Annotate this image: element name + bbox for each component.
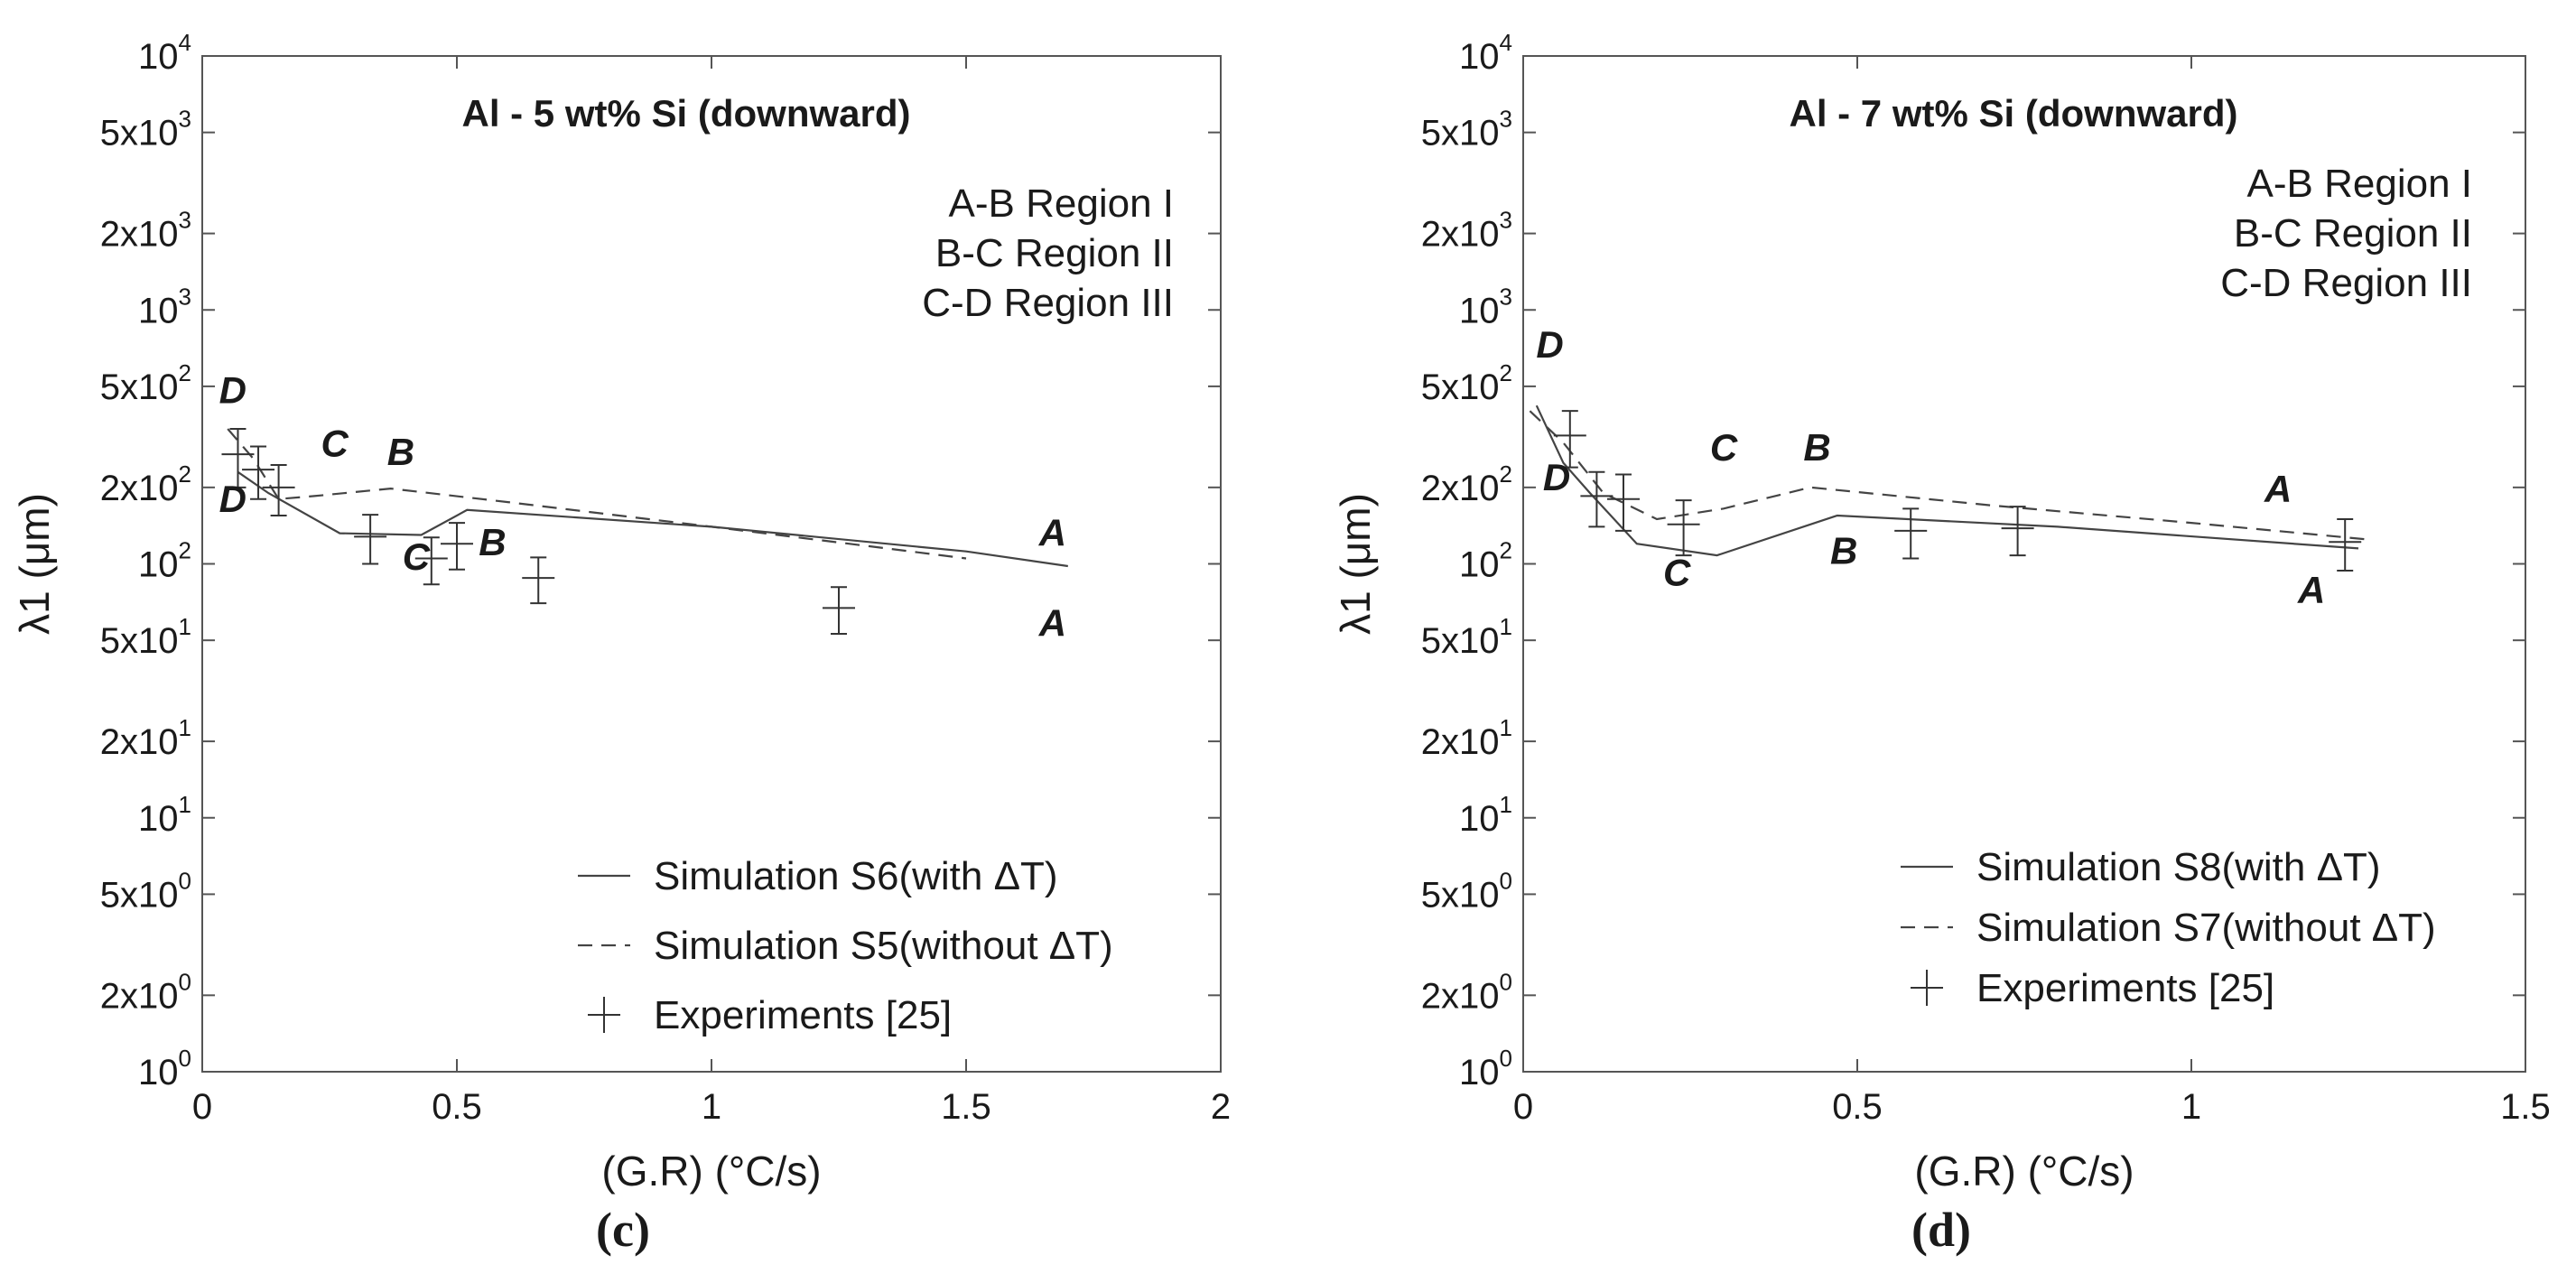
experiment-point xyxy=(1894,508,1927,558)
y-tick-exponent: 0 xyxy=(1499,1045,1512,1072)
y-tick-mantissa: 2x10 xyxy=(99,976,179,1017)
x-tick-label: 1 xyxy=(701,1087,722,1127)
y-tick-mantissa: 2x10 xyxy=(1420,214,1500,255)
series-line-with-dT xyxy=(238,472,1068,566)
y-tick-label xyxy=(1421,359,1512,407)
y-tick-exponent: 4 xyxy=(178,29,191,56)
y-tick-exponent: 0 xyxy=(1499,867,1512,895)
y-tick-label xyxy=(1421,460,1512,508)
region-label: C-D Region III xyxy=(922,281,1174,325)
point-label-d: D xyxy=(219,368,247,412)
series-line-with-dT xyxy=(1537,405,2358,555)
region-label: A-B Region I xyxy=(2246,162,2472,206)
y-axis-title: λ1 (μm) xyxy=(11,493,58,635)
y-tick-label xyxy=(100,968,191,1016)
y-tick-mantissa: 10 xyxy=(1459,798,1500,839)
chart-title: Al - 7 wt% Si (downward) xyxy=(1789,92,2238,135)
y-tick-exponent: 3 xyxy=(1499,105,1512,133)
y-tick-exponent: 1 xyxy=(178,714,191,742)
y-tick-label xyxy=(100,106,191,153)
y-tick-mantissa: 10 xyxy=(138,1053,179,1092)
x-tick-label: 1.5 xyxy=(2500,1087,2551,1127)
point-label-c: C xyxy=(402,535,431,578)
y-tick-label xyxy=(100,613,191,661)
y-tick-label xyxy=(1459,791,1512,839)
region-label: C-D Region III xyxy=(2220,261,2472,305)
x-tick-label: 1.5 xyxy=(941,1087,991,1127)
x-tick-label: 1 xyxy=(2181,1087,2202,1127)
y-tick-mantissa: 10 xyxy=(1459,37,1500,77)
y-tick-mantissa: 10 xyxy=(138,291,179,331)
y-tick-mantissa: 2x10 xyxy=(1420,976,1500,1017)
legend-entry xyxy=(1901,845,2381,889)
y-tick-label xyxy=(1421,106,1512,153)
y-tick-mantissa: 2x10 xyxy=(99,214,179,255)
y-tick-label xyxy=(1421,867,1512,915)
point-label-c: C xyxy=(1663,551,1691,594)
legend-label: Simulation S5(without ΔT) xyxy=(654,924,1113,968)
point-label-d: D xyxy=(219,478,247,521)
y-tick-label xyxy=(138,1045,191,1092)
legend-label: Experiments [25] xyxy=(654,993,953,1037)
y-tick-mantissa: 5x10 xyxy=(99,875,179,916)
y-tick-exponent: 2 xyxy=(1499,358,1512,386)
legend-entry xyxy=(1911,966,2274,1010)
y-tick-label xyxy=(1421,714,1512,762)
point-label-b: B xyxy=(479,521,507,564)
y-tick-label xyxy=(100,207,191,255)
y-tick-mantissa: 10 xyxy=(1459,1053,1500,1092)
y-tick-mantissa: 2x10 xyxy=(99,468,179,508)
y-tick-exponent: 2 xyxy=(1499,460,1512,488)
legend-label: Experiments [25] xyxy=(1976,966,2275,1010)
y-tick-label xyxy=(100,359,191,407)
y-tick-exponent: 1 xyxy=(178,613,191,641)
experiment-point xyxy=(263,465,295,516)
experiment-point xyxy=(441,523,473,570)
x-axis-title: (G.R) (°C/s) xyxy=(1914,1148,2134,1195)
y-tick-exponent: 3 xyxy=(178,206,191,234)
y-tick-exponent: 3 xyxy=(178,283,191,311)
y-tick-mantissa: 10 xyxy=(138,544,179,585)
y-tick-label xyxy=(1421,207,1512,255)
x-tick-label: 2 xyxy=(1210,1087,1232,1127)
y-tick-mantissa: 5x10 xyxy=(1420,621,1500,662)
y-tick-exponent: 0 xyxy=(178,968,191,996)
y-tick-exponent: 2 xyxy=(178,536,191,564)
y-tick-mantissa: 10 xyxy=(138,798,179,839)
point-label-b: B xyxy=(1830,529,1858,572)
point-label-a: A xyxy=(2264,468,2292,511)
x-axis-title: (G.R) (°C/s) xyxy=(601,1148,822,1195)
y-tick-label xyxy=(1459,29,1512,77)
y-tick-mantissa: 2x10 xyxy=(1420,468,1500,508)
experiment-point xyxy=(823,587,855,634)
experiment-point xyxy=(2002,507,2034,555)
y-tick-label xyxy=(100,460,191,508)
chart-panel-c xyxy=(11,29,1231,1257)
region-label: B-C Region II xyxy=(2233,211,2472,256)
y-tick-mantissa: 5x10 xyxy=(1420,367,1500,407)
experiment-point xyxy=(354,515,386,563)
y-axis-title: λ1 (μm) xyxy=(1332,493,1379,635)
y-tick-mantissa: 10 xyxy=(1459,291,1500,331)
point-label-c: C xyxy=(321,422,349,465)
y-tick-label xyxy=(1421,968,1512,1016)
y-tick-exponent: 2 xyxy=(1499,536,1512,564)
legend-label: Simulation S7(without ΔT) xyxy=(1976,906,2436,950)
point-label-a: A xyxy=(1038,511,1067,554)
panel-label: (d) xyxy=(1911,1203,1971,1257)
y-tick-exponent: 3 xyxy=(1499,283,1512,311)
y-tick-label xyxy=(100,867,191,915)
panel-label: (c) xyxy=(596,1203,650,1257)
y-tick-mantissa: 10 xyxy=(1459,544,1500,585)
point-label-c: C xyxy=(1709,426,1738,470)
y-tick-mantissa: 5x10 xyxy=(1420,875,1500,916)
experiment-point xyxy=(1668,500,1700,555)
y-tick-mantissa: 5x10 xyxy=(1420,113,1500,153)
y-tick-mantissa: 2x10 xyxy=(99,722,179,763)
experiment-point xyxy=(522,557,554,603)
x-tick-label: 0 xyxy=(1512,1087,1534,1127)
legend-entry xyxy=(578,854,1058,898)
y-tick-exponent: 1 xyxy=(1499,790,1512,818)
point-label-a: A xyxy=(1038,601,1067,645)
y-tick-label xyxy=(1459,1045,1512,1092)
x-tick-label: 0.5 xyxy=(1832,1087,1883,1127)
y-tick-exponent: 3 xyxy=(1499,206,1512,234)
point-label-d: D xyxy=(1542,455,1571,498)
y-tick-label xyxy=(138,29,191,77)
y-tick-mantissa: 10 xyxy=(138,37,179,77)
series-line-without-dT xyxy=(1530,411,2365,539)
y-tick-exponent: 0 xyxy=(1499,968,1512,996)
y-tick-label xyxy=(138,537,191,585)
y-tick-mantissa: 2x10 xyxy=(1420,722,1500,763)
x-tick-label: 0.5 xyxy=(432,1087,482,1127)
region-label: A-B Region I xyxy=(948,181,1174,226)
y-tick-label xyxy=(1421,613,1512,661)
legend-entry xyxy=(578,924,1113,968)
legend-entry xyxy=(588,993,952,1037)
y-tick-label xyxy=(1459,283,1512,330)
y-tick-exponent: 2 xyxy=(178,358,191,386)
y-tick-label xyxy=(138,791,191,839)
y-tick-mantissa: 5x10 xyxy=(99,113,179,153)
legend-label: Simulation S6(with ΔT) xyxy=(654,854,1058,898)
legend-label: Simulation S8(with ΔT) xyxy=(1976,845,2381,889)
y-tick-label xyxy=(100,714,191,762)
y-tick-exponent: 0 xyxy=(178,1045,191,1072)
y-tick-label xyxy=(138,283,191,330)
chart-panel-d xyxy=(1332,29,2551,1257)
y-tick-exponent: 1 xyxy=(178,790,191,818)
y-tick-exponent: 2 xyxy=(178,460,191,488)
x-tick-label: 0 xyxy=(191,1087,213,1127)
experiment-point xyxy=(2329,519,2361,571)
y-tick-exponent: 0 xyxy=(178,867,191,895)
point-label-a: A xyxy=(2298,569,2326,612)
point-label-d: D xyxy=(1536,322,1564,366)
y-tick-exponent: 4 xyxy=(1499,29,1512,56)
region-label: B-C Region II xyxy=(935,231,1174,275)
y-tick-label xyxy=(1459,537,1512,585)
y-tick-exponent: 3 xyxy=(178,105,191,133)
experiment-point xyxy=(1607,474,1640,530)
point-label-b: B xyxy=(386,431,415,474)
y-tick-exponent: 1 xyxy=(1499,714,1512,742)
point-label-b: B xyxy=(1803,426,1831,470)
legend-entry xyxy=(1901,906,2436,950)
chart-title: Al - 5 wt% Si (downward) xyxy=(461,92,911,135)
y-tick-mantissa: 5x10 xyxy=(99,621,179,662)
y-tick-mantissa: 5x10 xyxy=(99,367,179,407)
y-tick-exponent: 1 xyxy=(1499,613,1512,641)
